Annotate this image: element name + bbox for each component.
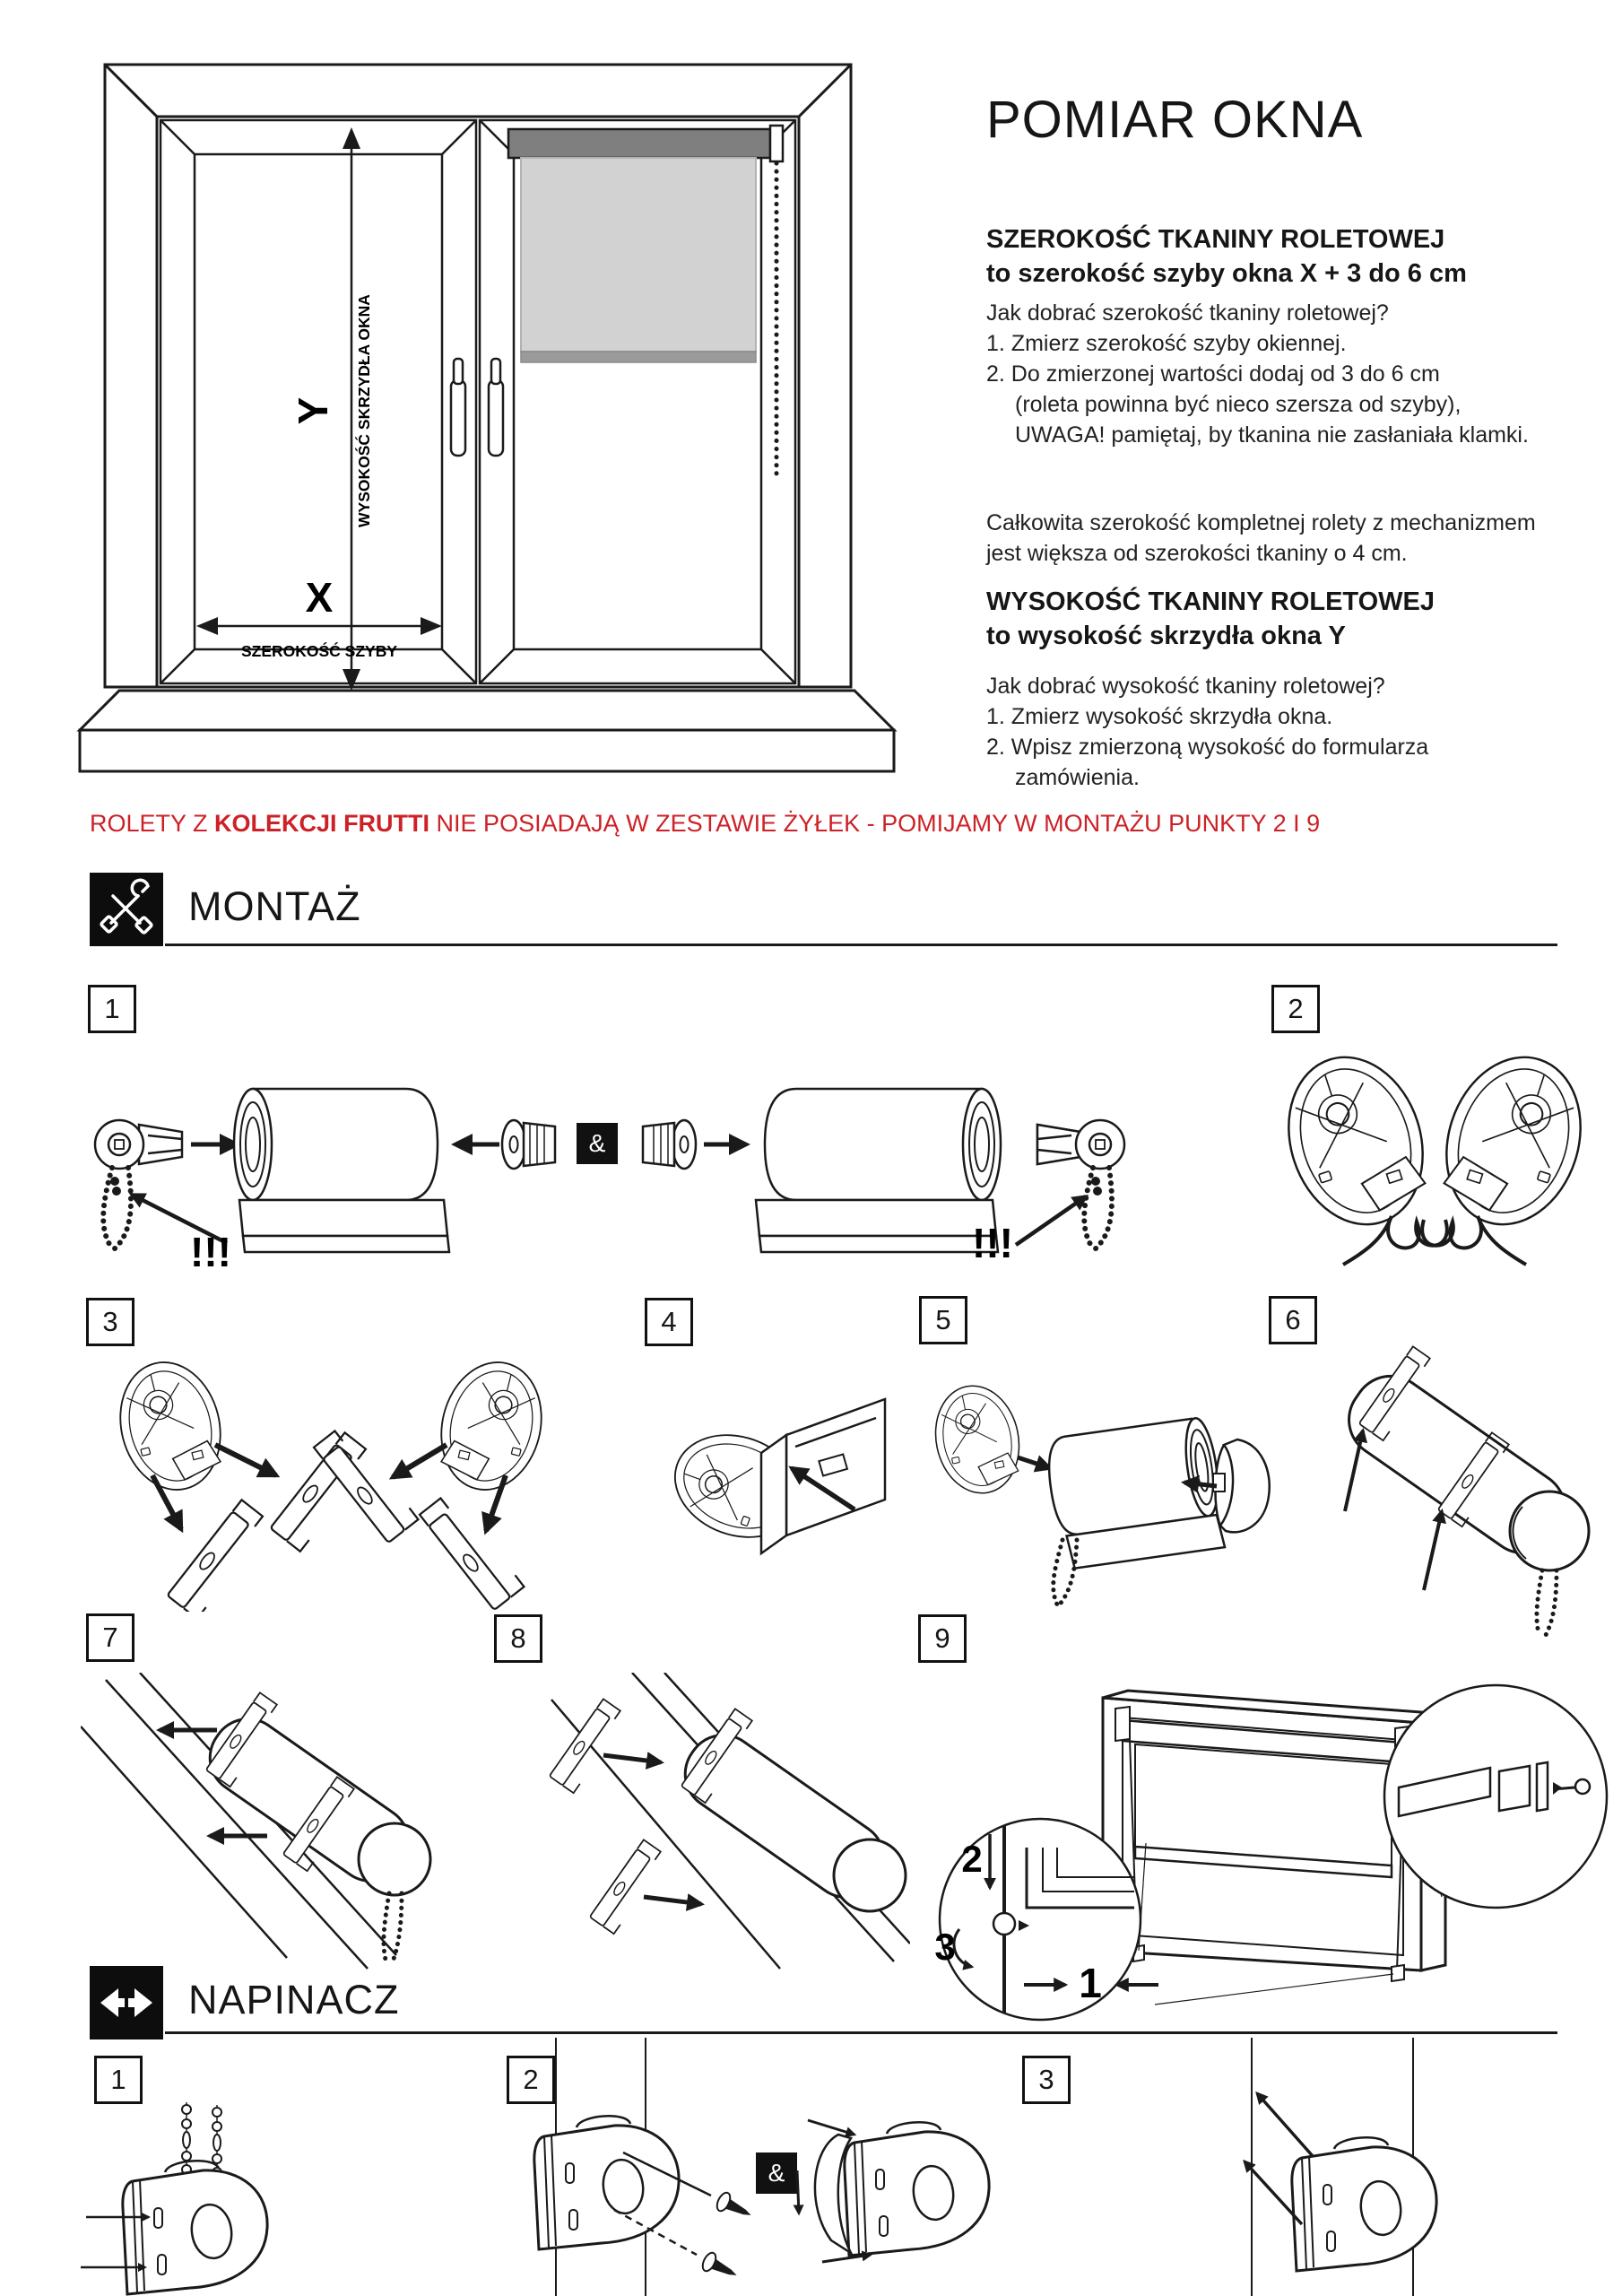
window-sill xyxy=(80,691,894,771)
width-note-line1: Całkowita szerokość kompletnej rolety z mechanizmem xyxy=(986,510,1536,535)
width-question: Jak dobrać szerokość tkaniny roletowej? xyxy=(986,300,1389,326)
string-grommet xyxy=(993,1913,1015,1935)
napinacz-header xyxy=(90,1966,163,2039)
chain-pointer-arrow-right xyxy=(1016,1196,1086,1245)
montaz-step4-figure xyxy=(650,1350,919,1612)
string-pin xyxy=(1575,1779,1590,1794)
warning-marks-left: !!! xyxy=(190,1229,231,1275)
chain-tensioner xyxy=(1292,2137,1436,2271)
napinacz-step1-figure xyxy=(81,2090,350,2296)
bottom-clip-right xyxy=(1392,1965,1404,1981)
bracket-plate-left xyxy=(1268,1040,1444,1242)
height-heading-line1: WYSOKOŚĆ TKANINY ROLETOWEJ xyxy=(986,587,1436,616)
montaz-step-3-number: 3 xyxy=(86,1298,134,1346)
x-caption: SZEROKOŚĆ SZYBY xyxy=(240,642,398,660)
width-heading xyxy=(986,222,1605,291)
blind-side-bracket xyxy=(770,126,783,161)
montaz-step1-figure xyxy=(85,1022,1260,1275)
pin-detail-magnifier xyxy=(1384,1685,1607,1908)
montaz-step-4-number: 4 xyxy=(645,1298,693,1346)
montaz-step-2-number: 2 xyxy=(1271,985,1320,1033)
napinacz-title: NAPINACZ xyxy=(188,1977,400,2022)
window-measure-figure xyxy=(67,52,910,798)
napinacz-rule xyxy=(165,2031,1557,2034)
width-note-line2: jest większa od szerokości tkaniny o 4 cm. xyxy=(986,541,1408,566)
height-step2-line2: zamówienia. xyxy=(1015,765,1140,790)
montaz-step-8-number: 8 xyxy=(494,1614,542,1663)
blind-cassette xyxy=(508,129,770,158)
mounting-clip xyxy=(167,1500,271,1612)
width-instructions xyxy=(986,298,1605,450)
width-step2-line3: UWAGA! pamiętaj, by tkanina nie zasłaniała klamki. xyxy=(1015,422,1529,448)
y-caption: WYSOKOŚĆ SKRZYDŁA OKNA xyxy=(355,294,373,527)
roller-tube-right xyxy=(756,1089,1001,1252)
bead-chain xyxy=(213,2105,221,2179)
bead-chain xyxy=(182,2102,191,2176)
bracket-plate xyxy=(108,1352,234,1500)
height-instructions xyxy=(986,671,1605,793)
width-heading-line1: SZEROKOŚĆ TKANINY ROLETOWEJ xyxy=(986,225,1445,254)
mounting-clip xyxy=(420,1492,524,1610)
detail-label-2: 2 xyxy=(961,1838,983,1880)
height-step1: 1. Zmierz wysokość skrzydła okna. xyxy=(986,704,1333,729)
roller-tube-left xyxy=(234,1089,449,1252)
montaz-step6-figure xyxy=(1282,1341,1596,1639)
montaz-step-6-number: 6 xyxy=(1269,1296,1317,1344)
montaz-step3-figure xyxy=(81,1350,583,1612)
mechanism-cover xyxy=(834,1839,906,1911)
blind-fabric xyxy=(1135,1744,1392,1866)
svg-text:&: & xyxy=(768,2159,785,2187)
montaz-step-9-number: 9 xyxy=(918,1614,967,1663)
detail-label-3: 3 xyxy=(934,1926,956,1968)
napinacz-step-2-number: 2 xyxy=(507,2056,555,2104)
montaz-step8-figure xyxy=(498,1673,910,1970)
screw xyxy=(715,2190,756,2223)
warning-marks-right: !!! xyxy=(972,1220,1013,1266)
frutti-notice-suffix: NIE POSIADAJĄ W ZESTAWIE ŻYŁEK - POMIJAMY W MONTAŻU PUNKTY 2 I 9 xyxy=(429,810,1321,837)
width-step1: 1. Zmierz szerokość szyby okiennej. xyxy=(986,331,1347,356)
bracket-plate-right xyxy=(1426,1040,1601,1242)
montaz-step-5-number: 5 xyxy=(919,1296,967,1344)
end-cap-left xyxy=(502,1120,555,1169)
frutti-notice xyxy=(90,810,1578,838)
loose-clip xyxy=(590,1839,668,1934)
blind-fabric xyxy=(521,158,756,352)
chain-tensioner xyxy=(534,2116,679,2249)
montaz-step-1-number: 1 xyxy=(88,985,136,1033)
height-heading xyxy=(986,547,1605,653)
top-bracket-left xyxy=(1115,1707,1130,1741)
left-sash-handle xyxy=(451,380,465,456)
resize-arrows-icon xyxy=(90,1966,163,2039)
svg-text:&: & xyxy=(588,1129,606,1157)
frutti-notice-prefix: ROLETY Z xyxy=(90,810,215,837)
corner-mounting-piece xyxy=(761,1399,885,1553)
montaz-rule xyxy=(165,944,1557,946)
chain-mechanism-right xyxy=(1037,1120,1124,1169)
montaz-title: MONTAŻ xyxy=(188,883,361,929)
width-step2-line2: (roleta powinna być nieco szersza od szyby), xyxy=(1015,392,1462,417)
montaz-step5-figure xyxy=(928,1350,1278,1612)
roller-with-fabric xyxy=(1044,1416,1227,1570)
napinacz-step2-figure xyxy=(489,2038,991,2296)
tools-icon xyxy=(90,873,163,946)
chain-tensioner xyxy=(845,2122,989,2256)
bracket-plate xyxy=(429,1352,555,1500)
montaz-step9-figure xyxy=(915,1655,1614,2024)
width-heading-line2: to szerokość szyby okna X + 3 do 6 cm xyxy=(986,259,1467,288)
bracket-plate-left xyxy=(928,1378,1028,1500)
montaz-step-7-number: 7 xyxy=(86,1613,134,1662)
napinacz-step3-figure xyxy=(1076,2038,1479,2296)
mechanism-cover xyxy=(359,1823,430,1895)
end-plate-right xyxy=(1213,1439,1270,1532)
loose-clip xyxy=(550,1699,628,1793)
height-heading-line2: to wysokość skrzydła okna Y xyxy=(986,622,1346,650)
detail-label-1: 1 xyxy=(1079,1960,1102,2006)
ampersand-badge-napinacz xyxy=(756,2152,797,2194)
width-step2-line1: 2. Do zmierzonej wartości dodaj od 3 do 6 cm xyxy=(986,361,1440,387)
frutti-notice-bold: KOLEKCJI FRUTTI xyxy=(214,810,430,837)
montaz-step7-figure xyxy=(81,1673,484,1970)
chain-mechanism-left xyxy=(95,1120,182,1169)
end-cap-right xyxy=(643,1120,696,1169)
mechanism-cover xyxy=(1510,1492,1589,1570)
screw xyxy=(700,2250,742,2283)
ampersand-badge-montaz xyxy=(577,1123,618,1164)
x-label: X xyxy=(305,574,334,621)
chain-tensioner xyxy=(123,2161,267,2294)
right-sash-handle xyxy=(489,380,503,456)
page-title: POMIAR OKNA xyxy=(986,91,1364,149)
blind-bottom-bar xyxy=(521,352,756,362)
napinacz-step-1-number: 1 xyxy=(94,2056,143,2104)
napinacz-step-3-number: 3 xyxy=(1022,2056,1071,2104)
y-label: Y xyxy=(290,396,336,425)
height-question: Jak dobrać wysokość tkaniny roletowej? xyxy=(986,674,1385,699)
height-step2-line1: 2. Wpisz zmierzoną wysokość do formularza xyxy=(986,735,1429,760)
montaz-header xyxy=(90,873,163,946)
montaz-step2-figure xyxy=(1255,1040,1614,1266)
